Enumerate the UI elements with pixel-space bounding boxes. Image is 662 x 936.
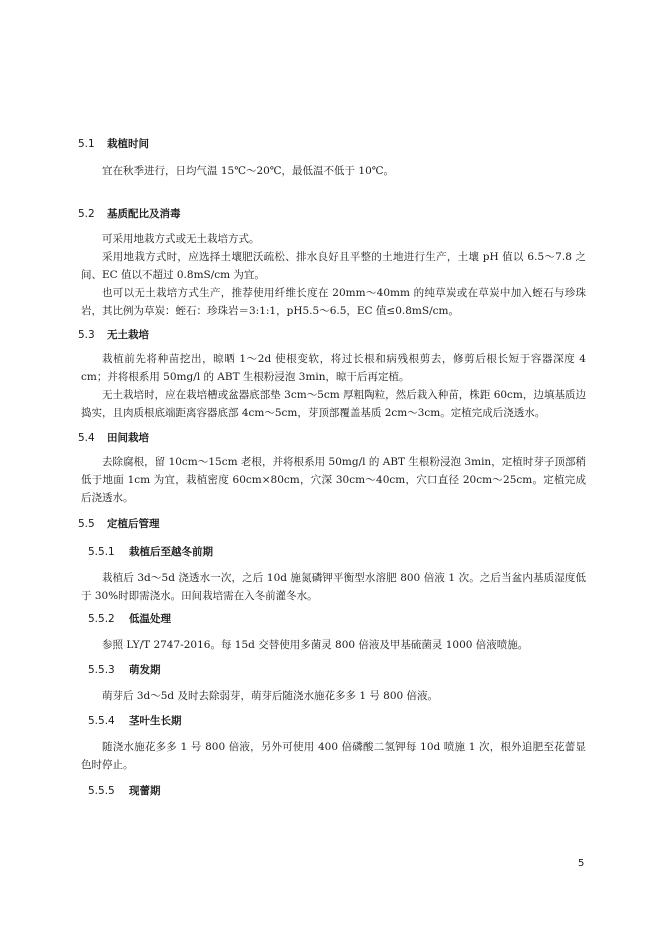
section-number: 5.5.3 — [88, 664, 115, 676]
section-title: 茎叶生长期 — [129, 715, 182, 727]
section-title: 栽植后至越冬前期 — [129, 546, 213, 558]
section-5-5-1-heading — [88, 545, 213, 559]
section-number: 5.5.2 — [88, 613, 115, 625]
paragraph: 去除腐根，留 10cm～15cm 老根，并将根系用 50mg/l 的 ABT 生根粉浸泡 3min，定植时芽子顶部稍低于地面 1cm 为宜，栽植密度 60cm×80cm，穴深 30cm～40cm，穴口直径 20cm～25cm。定植完成后浇透水。 — [81, 456, 586, 504]
section-5-5-heading — [78, 517, 160, 531]
section-5-5-3-heading — [88, 663, 161, 677]
section-title: 基质配比及消毒 — [107, 208, 181, 220]
section-5-5-4-heading — [88, 714, 182, 728]
section-number: 5.4 — [78, 432, 95, 444]
paragraph: 栽植前先将种苗挖出，晾晒 1～2d 使根变软，将过长根和病残根剪去，修剪后根长短于容器深度 4 cm；并将根系用 50mg/l 的 ABT 生根粉浸泡 3min，晾干后再定植。 — [81, 353, 586, 383]
paragraph: 可采用地栽方式或无土栽培方式。 — [102, 233, 260, 245]
section-5-1-heading — [78, 137, 149, 151]
section-5-3-heading — [78, 328, 149, 342]
section-number: 5.3 — [78, 329, 95, 341]
paragraph: 采用地栽方式时，应选择土壤肥沃疏松、排水良好且平整的土地进行生产，土壤 pH 值以 6.5～7.8 之间、EC 值以不超过 0.8mS/cm 为宜。 — [81, 251, 586, 281]
section-number: 5.5.1 — [88, 546, 115, 558]
page-number: 5 — [578, 858, 585, 869]
paragraph: 也可以无土栽培方式生产，推荐使用纤维长度在 20mm～40mm 的纯草炭或在草炭中加入蛭石与珍珠岩，其比例为草炭：蛭石：珍珠岩＝3:1:1，pH5.5～6.5，EC 值≤0.8mS/cm。 — [81, 287, 586, 317]
section-title: 栽植时间 — [107, 138, 149, 150]
paragraph: 无土栽培时，应在栽培槽或盆器底部垫 3cm～5cm 厚粗陶粒，然后栽入种苗，株距 60cm，边填基质边捣实，且肉质根底端距离容器底部 4cm～5cm，芽顶部覆盖基质 2cm～3cm。定植完成后浇透水。 — [81, 389, 586, 419]
section-title: 萌发期 — [129, 664, 161, 676]
section-title: 田间栽培 — [107, 432, 149, 444]
section-title: 无土栽培 — [107, 329, 149, 341]
section-title: 现蕾期 — [129, 785, 161, 797]
section-number: 5.5.5 — [88, 785, 115, 797]
section-5-4-heading — [78, 431, 149, 445]
paragraph: 随浇水施花多多 1 号 800 倍液，另外可使用 400 倍磷酸二氢钾每 10d 喷施 1 次，根外追肥至花蕾显色时停止。 — [81, 741, 586, 771]
section-title: 低温处理 — [129, 613, 171, 625]
paragraph: 栽植后 3d～5d 浇透水一次，之后 10d 施氮磷钾平衡型水溶肥 800 倍液 1 次。之后当盆内基质湿度低于 30%时即需浇水。田间栽培需在入冬前灌冬水。 — [81, 572, 586, 602]
paragraph: 参照 LY/T 2747-2016。每 15d 交替使用多菌灵 800 倍液及甲基硫菌灵 1000 倍液喷施。 — [102, 639, 529, 651]
section-title: 定植后管理 — [107, 518, 160, 530]
section-5-5-2-heading — [88, 612, 171, 626]
paragraph: 萌芽后 3d～5d 及时去除弱芽，萌芽后随浇水施花多多 1 号 800 倍液。 — [102, 690, 439, 702]
section-number: 5.5 — [78, 518, 95, 530]
section-5-5-5-heading — [88, 784, 161, 798]
section-number: 5.2 — [78, 208, 95, 220]
paragraph: 宜在秋季进行，日均气温 15℃～20℃，最低温不低于 10℃。 — [102, 165, 394, 177]
section-number: 5.1 — [78, 138, 95, 150]
section-number: 5.5.4 — [88, 715, 115, 727]
section-5-2-heading — [78, 207, 181, 221]
